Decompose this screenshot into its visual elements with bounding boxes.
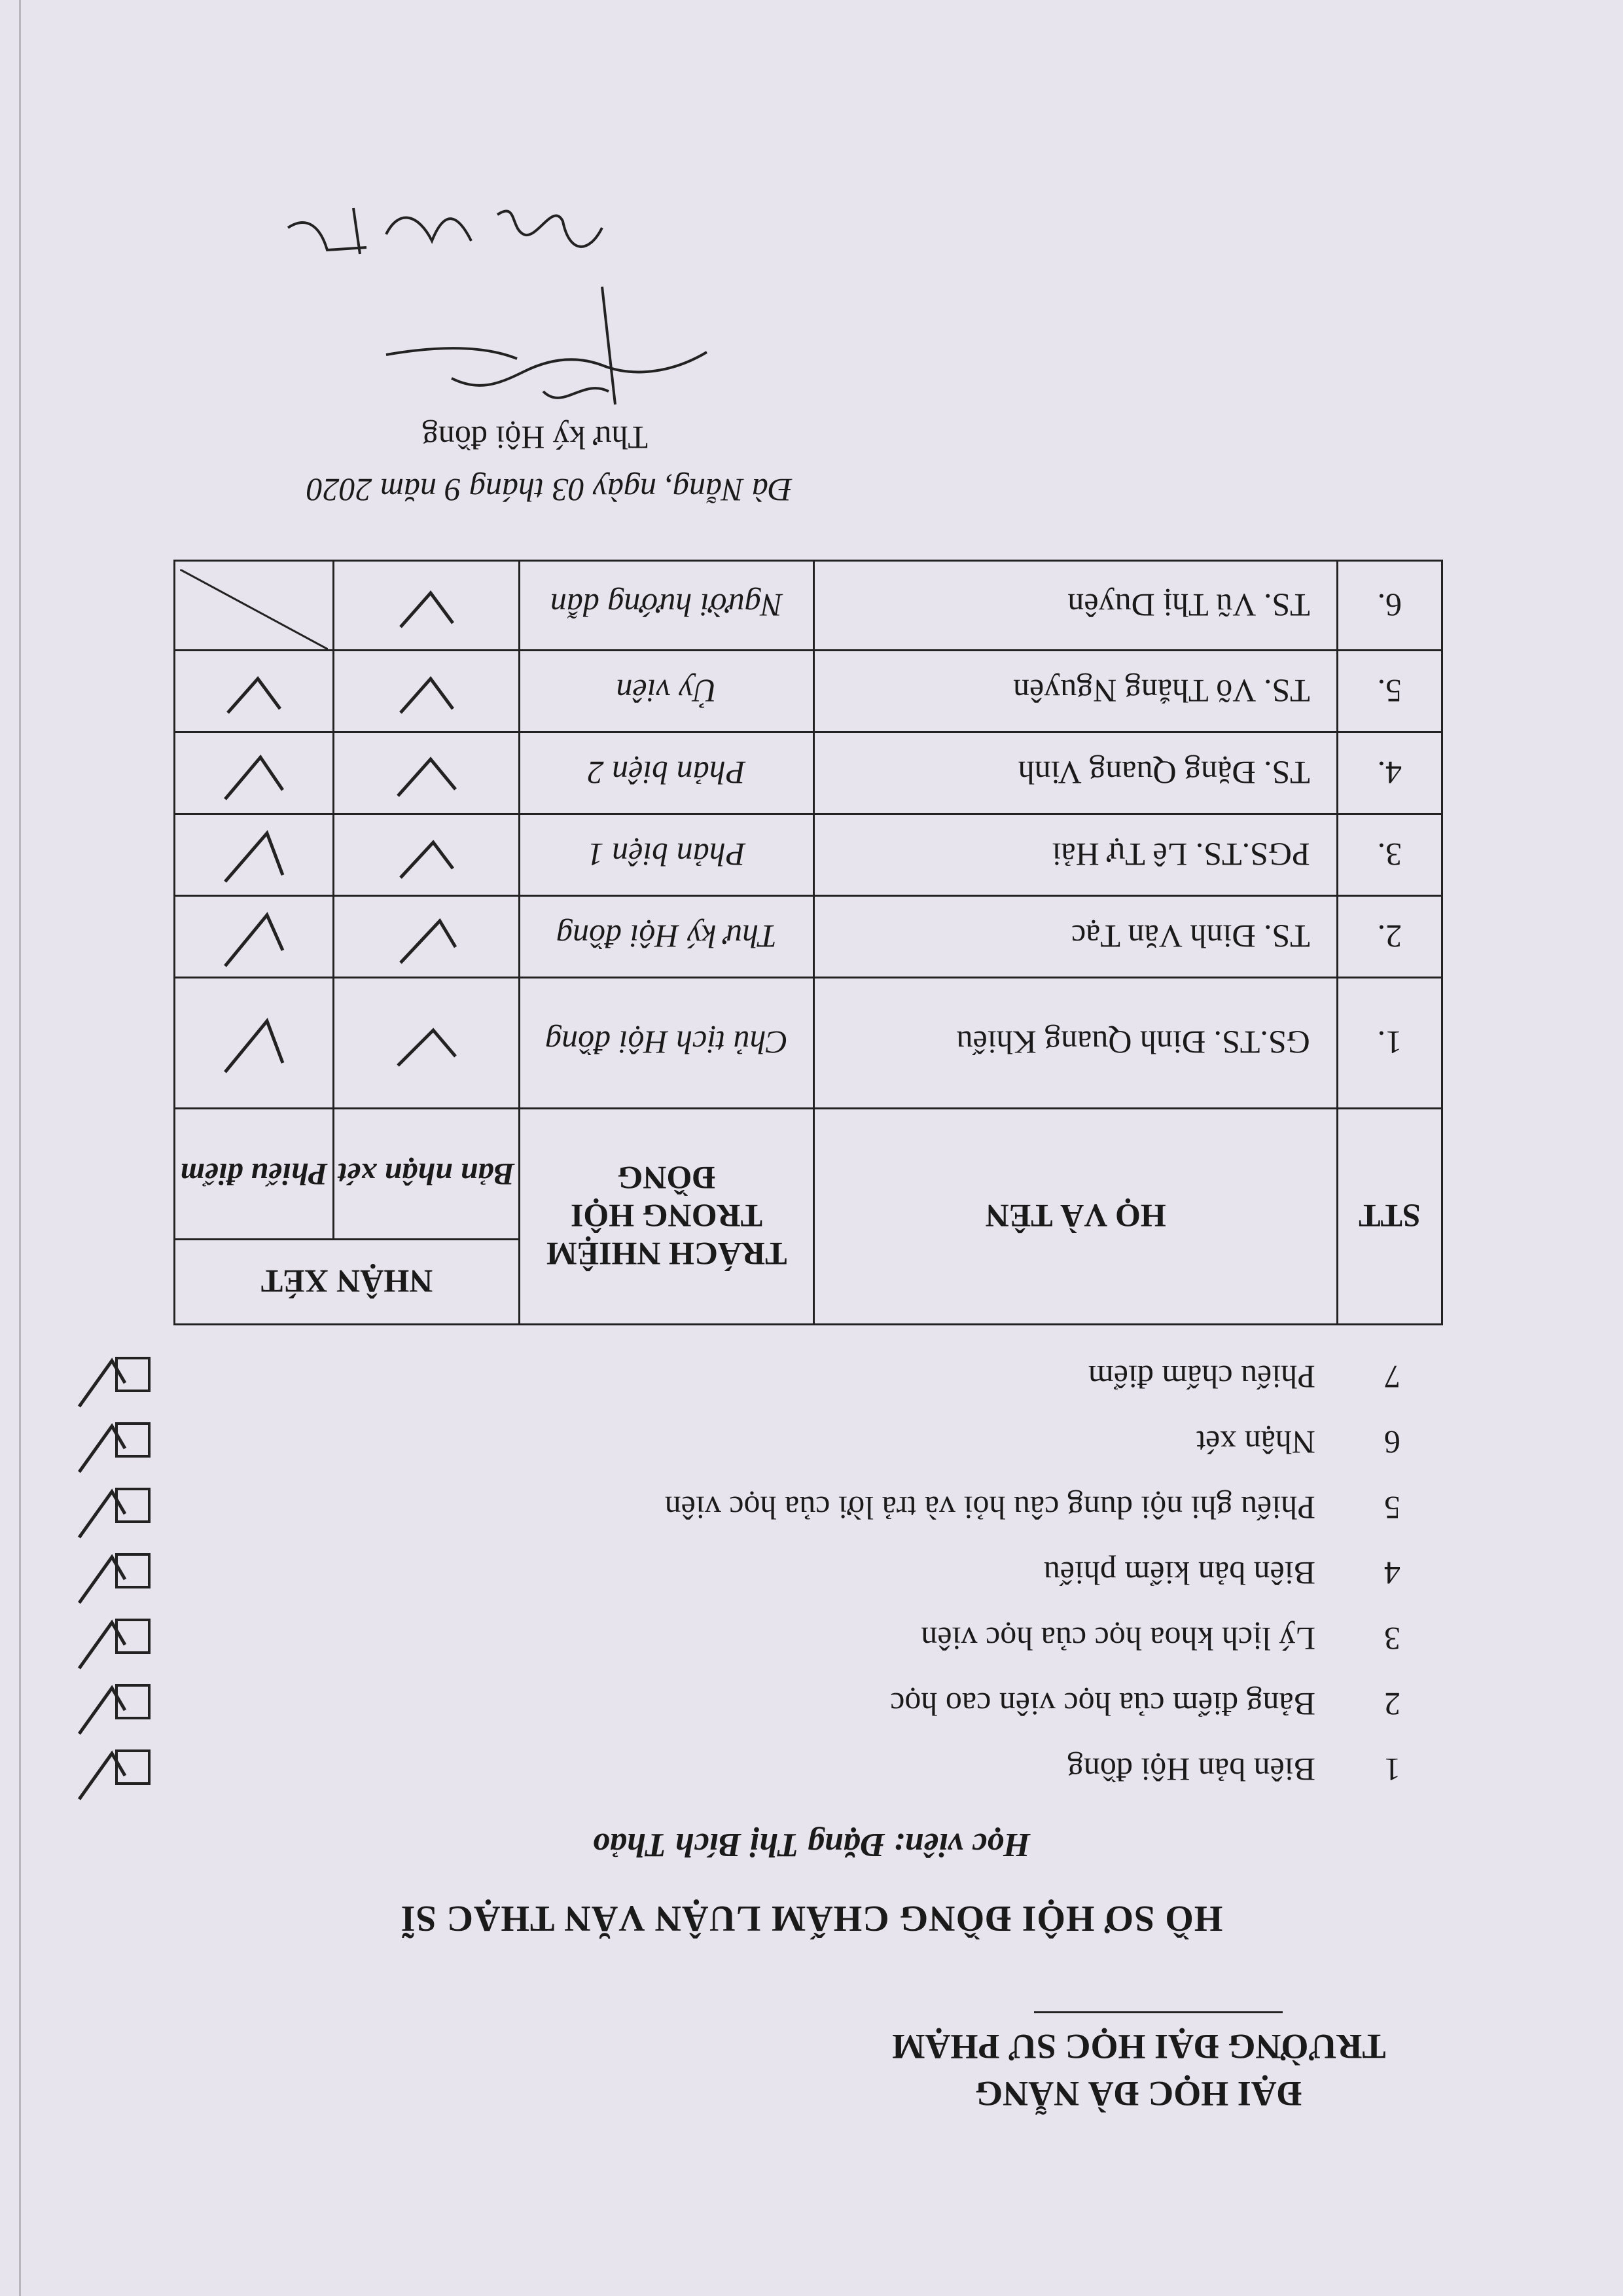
check-mark-icon [75,1743,128,1802]
check-mark-icon [221,672,287,718]
check-cell [333,814,519,896]
check-cell [175,896,334,978]
column-header-role: TRÁCH NHIỆM TRONG HỘI ĐỒNG [520,1109,814,1325]
check-mark-icon [75,1677,128,1736]
table-row: 4. TS. Đặng Quang Vinh Phản biện 2 [175,732,1442,814]
checklist-item: 7 Phiếu chấm điểm [157,1350,1400,1396]
check-mark-icon [394,586,459,632]
table-row: 6. TS. Vũ Thị Duyên Người hướng dẫn [175,561,1442,651]
check-mark-icon [75,1416,128,1475]
handwritten-name [275,175,615,280]
check-mark-icon [394,836,459,882]
header-divider [1034,2011,1283,2013]
check-cell [175,732,334,814]
check-cell [333,561,519,651]
check-mark-icon [75,1481,128,1540]
column-header-review-report: Bản nhận xét [333,1109,519,1240]
column-header-review: NHẬN XÉT [175,1240,520,1325]
checklist-item: 1 Biên bản Hội đồng [157,1743,1400,1789]
check-mark-icon [221,1018,287,1077]
check-mark-icon [221,911,287,970]
secretary-title: Thư ký Hội đồng [421,420,648,456]
column-header-score-sheet: Phiếu điểm [175,1109,334,1240]
document-title: HỒ SƠ HỘI ĐỒNG CHẤM LUẬN VĂN THẠC SĨ [400,1898,1223,1939]
check-mark-icon [75,1547,128,1605]
check-mark-icon [221,829,287,888]
table-row: 3. PGS.TS. Lê Tự Hải Phản biện 1 [175,814,1442,896]
check-cell [333,732,519,814]
table-row: 2. TS. Đinh Văn Tạc Thư ký Hội đồng [175,896,1442,978]
diagonal-strike [180,569,328,649]
table-row: 1. GS.TS. Đinh Quang Khiếu Chủ tịch Hội đồng [175,978,1442,1109]
page-edge [19,0,21,2296]
check-mark-icon [75,1612,128,1671]
check-mark-icon [75,1350,128,1409]
check-cell [333,896,519,978]
column-header-name: HỌ VÀ TÊN [813,1109,1337,1325]
empty-cell [175,561,334,651]
table-header-row [175,1240,1442,1325]
place-date: Đà Nẵng, ngày 03 tháng 9 năm 2020 [306,472,792,509]
document-page: ĐẠI HỌC ĐÀ NẴNG TRƯỜNG ĐẠI HỌC SƯ PHẠM HỒ SƠ HỘI ĐỒNG CHẤM LUẬN VĂN THẠC SĨ Học viên: Đặng Thị Bích Thảo 1 Biên bản Hội đồng 2 Bảng điểm của học viên cao học 3 Lý lịch khoa học của học viên 4 Biên bản kiểm phiếu 5 Phiếu ghi nội dung câu hỏi và trả lời của học viên 6 Nhận xét 7 Phiếu chấm điểm STT HỌ VÀ TÊN TRÁCH NHIỆM TRONG HỘI ĐỒNG NHẬN XÉT Bản nhận xét Phiếu điểm 1. GS.TS. Đinh Quang Khiếu Chủ tịch Hội đồng 2. TS. Đinh Văn Tạc Thư ký Hội đồng 3. PGS.TS. Lê Tự Hải Phản biện 1 4. TS. Đặng Quang Vinh Phản biện 2 5. TS. Võ Thắng Nguyên Ủy viên 6. TS. Vũ Thị Duyên Người hướng dẫn Đà Nẵng, ngày 03 tháng 9 năm 2020 Thư ký Hội đồng [0,0,1623,2296]
check-mark-icon [394,914,459,967]
student-name: Học viên: Đặng Thị Bích Thảo [592,1826,1031,1863]
checklist-item: 3 Lý lịch khoa học của học viên [157,1612,1400,1658]
check-cell [175,978,334,1109]
check-cell [175,651,334,732]
check-mark-icon [394,672,459,718]
check-cell [333,978,519,1109]
committee-table [173,560,1443,1325]
check-mark-icon [221,751,287,803]
table-row: 5. TS. Võ Thắng Nguyên Ủy viên [175,651,1442,732]
check-mark-icon [394,1024,459,1070]
check-cell [333,651,519,732]
column-header-stt: STT [1337,1109,1442,1325]
checklist-item: 6 Nhận xét [157,1416,1400,1462]
check-cell [175,814,334,896]
signature-icon [373,280,713,418]
check-mark-icon [394,754,459,800]
checklist-item: 5 Phiếu ghi nội dung câu hỏi và trả lời của học viên [157,1481,1400,1527]
checklist-item: 2 Bảng điểm của học viên cao học [157,1677,1400,1723]
checklist-item: 4 Biên bản kiểm phiếu [157,1547,1400,1592]
